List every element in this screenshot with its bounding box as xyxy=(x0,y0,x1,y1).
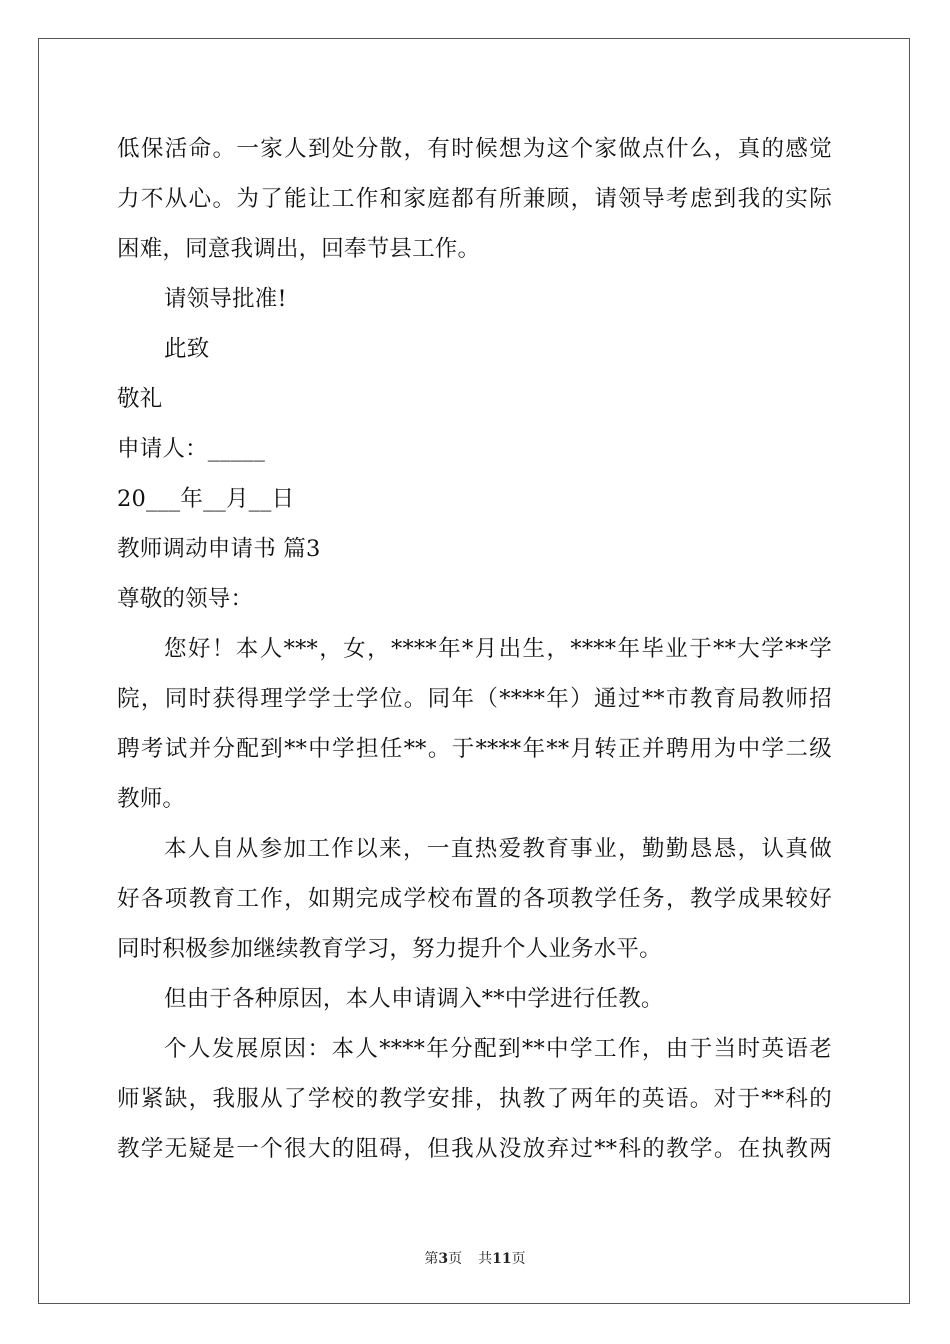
text-line: 低保活命。一家人到处分散，有时候想为这个家做点什么，真的感觉 xyxy=(117,136,832,162)
text-line: 同时积极参加继续教育学习，努力提升个人业务水平。 xyxy=(117,936,662,962)
salutation: 尊敬的领导： xyxy=(117,586,254,612)
text-line: 本人自从参加工作以来，一直热爱教育事业，勤勤恳恳，认真做 xyxy=(164,836,832,862)
page-total: 11 xyxy=(492,1251,512,1267)
text-line: 请领导批准! xyxy=(164,286,287,312)
document-body xyxy=(117,124,832,1174)
text-line: 师紧缺，我服从了学校的教学安排，执教了两年的英语。对于**科的 xyxy=(117,1086,832,1112)
page-footer xyxy=(0,1248,950,1268)
text-line: 此致 xyxy=(164,336,210,362)
text-line: 敬礼 xyxy=(117,386,163,412)
applicant-line: 申请人：_____ xyxy=(117,436,266,462)
date-line: 20___年__月__日 xyxy=(117,486,295,512)
total-prefix: 共 xyxy=(478,1251,493,1267)
text-line: 教师。 xyxy=(117,786,186,812)
text-line: 教学无疑是一个很大的阻碍，但我从没放弃过**科的教学。在执教两 xyxy=(117,1136,832,1162)
total-unit: 页 xyxy=(511,1251,526,1267)
text-line: 好各项教育工作，如期完成学校布置的各项教学任务，教学成果较好 xyxy=(117,886,832,912)
text-line: 个人发展原因：本人****年分配到**中学工作，由于当时英语老 xyxy=(164,1036,832,1062)
page-prefix: 第 xyxy=(424,1251,439,1267)
text-line: 但由于各种原因，本人申请调入**中学进行任教。 xyxy=(164,986,664,1012)
text-line: 您好！本人***，女，****年*月出生，****年毕业于**大学**学 xyxy=(164,636,832,662)
text-line: 院，同时获得理学学士学位。同年（****年）通过**市教育局教师招 xyxy=(117,686,832,712)
page-current: 3 xyxy=(438,1251,449,1267)
text-line: 聘考试并分配到**中学担任**。于****年**月转正并聘用为中学二级 xyxy=(117,736,832,762)
text-line: 困难，同意我调出，回奉节县工作。 xyxy=(117,236,481,262)
section-title: 教师调动申请书 篇3 xyxy=(117,536,321,562)
text-line: 力不从心。为了能让工作和家庭都有所兼顾，请领导考虑到我的实际 xyxy=(117,186,832,212)
page-unit: 页 xyxy=(448,1251,463,1267)
